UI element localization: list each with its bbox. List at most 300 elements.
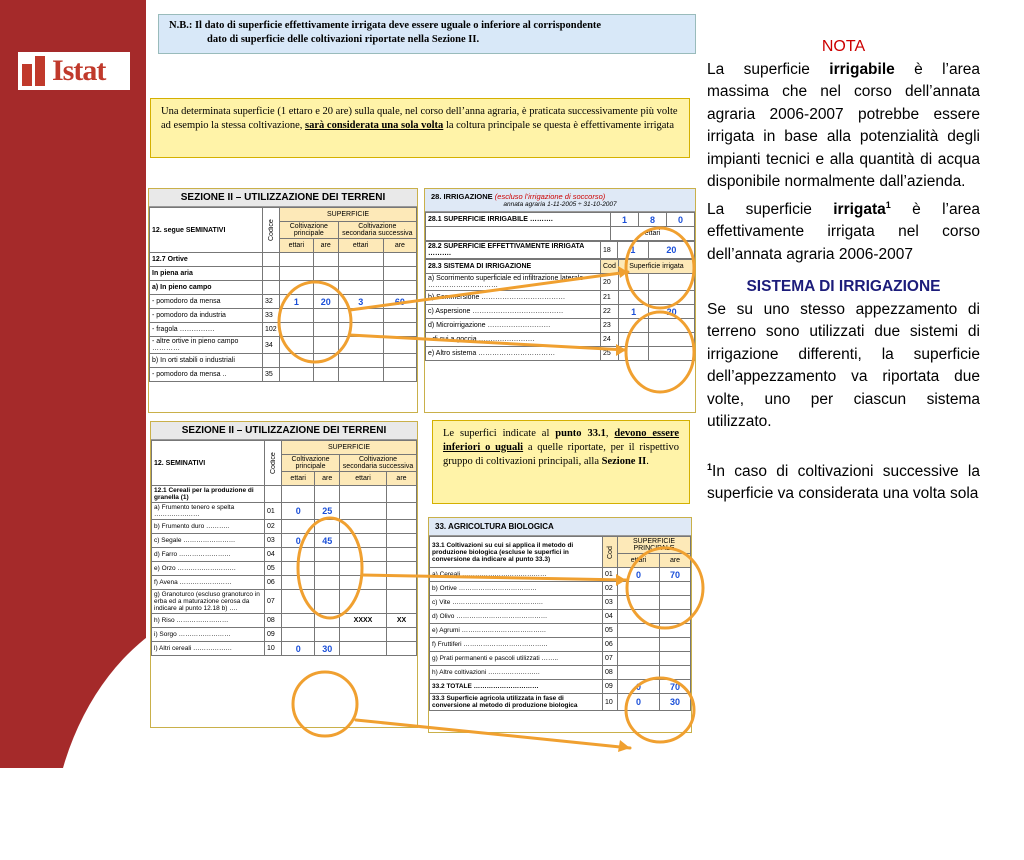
row-value — [338, 323, 383, 337]
irrigazione-panel — [424, 188, 696, 413]
row-value: 70 — [660, 568, 691, 582]
row-value — [386, 503, 416, 520]
row-code: 20 — [601, 274, 619, 291]
p1-a: La superficie — [707, 60, 810, 78]
logo-mark — [22, 56, 48, 86]
row-value: 30 — [660, 694, 691, 711]
table-row — [152, 590, 417, 614]
row-code: 07 — [265, 590, 282, 614]
row-value — [280, 281, 314, 295]
row-value: 0 — [618, 568, 660, 582]
sup-principale-header: SUPERFICIE PRINCIPALE — [618, 537, 691, 554]
row-label: f) Fruttiferi ………………………………… — [430, 638, 603, 652]
sup-irrigata-header: Superficie irrigata — [618, 260, 694, 274]
row-code: 03 — [603, 596, 618, 610]
row-value: 1 — [280, 295, 314, 309]
row-label: l) Altri cereali ……………… — [152, 642, 265, 656]
row-value: 20 — [649, 305, 695, 319]
info-box — [150, 98, 690, 158]
row-value — [315, 562, 340, 576]
row-value: 25 — [315, 503, 340, 520]
are-header: are — [383, 239, 416, 253]
are-header: are — [313, 239, 338, 253]
p4-sup: 1 — [707, 461, 713, 472]
row-value: 0 — [618, 694, 660, 711]
row-value — [313, 337, 338, 354]
nota-p1 — [707, 59, 980, 194]
row-label: - pomodoro da industria — [150, 309, 263, 323]
codice-header: Codice — [265, 441, 282, 486]
row-value — [282, 576, 315, 590]
row-code: 22 — [601, 305, 619, 319]
row-value: 0 — [282, 534, 315, 548]
row-value — [660, 582, 691, 596]
table-row — [150, 323, 417, 337]
row-value — [618, 610, 660, 624]
row-value — [618, 582, 660, 596]
row-value — [338, 267, 383, 281]
row-value — [386, 642, 416, 656]
info2-b2: Sezione II — [601, 456, 647, 467]
row-label: e) Agrumi ………………………………… — [430, 624, 603, 638]
row-value: XXXX — [340, 614, 387, 628]
table-row — [430, 638, 691, 652]
row-value — [618, 291, 648, 305]
row-code: 102 — [263, 323, 280, 337]
row-value — [340, 562, 387, 576]
row-value: 0 — [618, 680, 660, 694]
row-label: - di cui a goccia …………………… — [426, 333, 601, 347]
nb-line1: Il dato di superficie effettivamente irrigata deve essere uguale o inferiore al corrispondente — [194, 20, 602, 31]
row-value — [338, 309, 383, 323]
row-value — [282, 548, 315, 562]
irrigabile-are1: 8 — [639, 213, 667, 227]
row-value — [313, 323, 338, 337]
row-code — [263, 354, 280, 368]
biologica-table — [429, 536, 691, 711]
row-value — [649, 274, 695, 291]
table-row — [152, 503, 417, 520]
row-label: b) Frumento duro ……….. — [152, 520, 265, 534]
cod-header: Cod — [603, 537, 618, 568]
are-header: are — [660, 554, 691, 568]
row-value: 30 — [315, 642, 340, 656]
p2-sup: 1 — [885, 199, 891, 210]
row-value — [338, 253, 383, 267]
row-code: 10 — [603, 694, 618, 711]
table-row — [150, 295, 417, 309]
table-row — [430, 568, 691, 582]
row-code: 21 — [601, 291, 619, 305]
row-value — [660, 610, 691, 624]
row-label: a) Scorrimento superficiale ed infiltrazione laterale ………………………… — [426, 274, 601, 291]
row-label: d) Farro …………………… — [152, 548, 265, 562]
row-code: 08 — [603, 666, 618, 680]
row-value — [386, 548, 416, 562]
sezione-bottom-table — [151, 440, 417, 656]
sezione-bottom-panel — [150, 421, 418, 728]
table-row — [150, 267, 417, 281]
row-value — [340, 486, 387, 503]
sezione-top-table — [149, 207, 417, 382]
table-row — [426, 291, 695, 305]
table-row — [152, 486, 417, 503]
row-value — [340, 520, 387, 534]
secondaria-header: Coltivazione secondaria successiva — [340, 455, 417, 472]
ettari-header: ettari — [338, 239, 383, 253]
irrigazione-sub: annata agraria 1-11-2005 ÷ 31-10-2007 — [503, 201, 617, 208]
sezione-top-title: SEZIONE II – UTILIZZAZIONE DEI TERRENI — [149, 189, 417, 207]
row-value — [280, 368, 314, 382]
sistema-table — [425, 259, 695, 361]
row-value — [340, 503, 387, 520]
row-value — [280, 309, 314, 323]
row-label: f) Avena …………………… — [152, 576, 265, 590]
row-value — [338, 354, 383, 368]
table-row — [426, 347, 695, 361]
row-code: 10 — [265, 642, 282, 656]
row-code — [263, 253, 280, 267]
row-value — [338, 281, 383, 295]
row-value — [660, 666, 691, 680]
row-code: 25 — [601, 347, 619, 361]
info2-t4: . — [646, 456, 649, 467]
row-label: - pomodoro da mensa .. — [150, 368, 263, 382]
row-value: 20 — [313, 295, 338, 309]
row-code: 24 — [601, 333, 619, 347]
row-value — [386, 628, 416, 642]
table-row — [150, 309, 417, 323]
irrigabile-unit: ettari — [611, 227, 695, 241]
row-value — [618, 319, 648, 333]
row-value — [315, 548, 340, 562]
principale-header: Coltivazione principale — [280, 222, 339, 239]
row-code: 23 — [601, 319, 619, 333]
nota-subtitle: SISTEMA DI IRRIGAZIONE — [746, 278, 941, 296]
irrigazione-note: (escluso l’irrigazione di soccorso) — [494, 192, 606, 201]
nb-prefix: N.B.: — [169, 20, 193, 31]
istat-logo — [18, 52, 130, 90]
row-value — [386, 534, 416, 548]
info-box-2 — [432, 420, 690, 504]
row-value — [383, 281, 416, 295]
row-value — [280, 267, 314, 281]
p2-b: irrigata — [833, 200, 886, 218]
nota-p2 — [707, 194, 980, 267]
table-row — [150, 253, 417, 267]
row-value — [383, 253, 416, 267]
table-row — [150, 368, 417, 382]
row-value — [340, 534, 387, 548]
row-code: 01 — [265, 503, 282, 520]
info-underlined: sarà considerata una sola volta — [305, 120, 444, 131]
biologica-title: 33. AGRICOLTURA BIOLOGICA — [429, 518, 691, 536]
row-value — [618, 666, 660, 680]
ettari-header: ettari — [618, 554, 660, 568]
row-value — [313, 267, 338, 281]
row-label: a) Frumento tenero e spelta ………………… — [152, 503, 265, 520]
row-label: b) In orti stabili o industriali — [150, 354, 263, 368]
row-label: c) Vite …………………………………… — [430, 596, 603, 610]
sistema-label: 28.3 SISTEMA DI IRRIGAZIONE — [426, 260, 601, 274]
row-value — [282, 562, 315, 576]
row-code: 07 — [603, 652, 618, 666]
row-code: 09 — [603, 680, 618, 694]
row-label: g) Granoturco (escluso granoturco in erba ed a maturazione cerosa da indicare al punto 12.18 b) …. — [152, 590, 265, 614]
row-value — [280, 354, 314, 368]
row-code: 04 — [603, 610, 618, 624]
secondaria-header: Coltivazione secondaria successiva — [338, 222, 416, 239]
table-row — [430, 666, 691, 680]
table-row — [430, 582, 691, 596]
row-value — [618, 596, 660, 610]
row-label: d) Olivo …………………………………… — [430, 610, 603, 624]
row-code — [263, 281, 280, 295]
are-header: are — [386, 472, 416, 486]
row-label: - altre ortive in pieno campo ………… — [150, 337, 263, 354]
row-code: 05 — [265, 562, 282, 576]
row-value — [315, 520, 340, 534]
row-code: 09 — [265, 628, 282, 642]
nb-line2: dato di superficie delle coltivazioni riportate nella Sezione II. — [207, 34, 480, 45]
row-value — [282, 486, 315, 503]
info2-t1: Le superfici indicate al — [443, 428, 550, 439]
p2-c: è l’area effettivamente irrigata nel corso dell’annata agraria 2006-2007 — [707, 200, 980, 263]
irrigabile-label: 28.1 SUPERFICIE IRRIGABILE ………. — [426, 213, 611, 227]
row-label: i) Sorgo …………………… — [152, 628, 265, 642]
row-value — [340, 628, 387, 642]
row-code: 32 — [263, 295, 280, 309]
row-label: c) Aspersione ………………………………… — [426, 305, 601, 319]
info-text2: la coltura principale se questa è effettivamente irrigata — [445, 120, 675, 131]
superficie-header: SUPERFICIE — [282, 441, 417, 455]
row-value — [282, 628, 315, 642]
table-row — [426, 319, 695, 333]
row-value: 70 — [660, 680, 691, 694]
row-label: a) Cereali ………………………………… — [430, 568, 603, 582]
row-value — [386, 520, 416, 534]
row-label: a) In pieno campo — [150, 281, 263, 295]
row-value: 0 — [282, 503, 315, 520]
table-row — [430, 596, 691, 610]
row-code: 02 — [265, 520, 282, 534]
info2-t2: , — [605, 428, 609, 439]
info-text1: Una determinata superficie (1 ettaro e 20 are) sulla quale, nel corso dell’anna agraria, è praticata successivamente più volte ad esempio la stessa coltivazione, — [161, 106, 678, 131]
nb-box — [158, 14, 696, 54]
row-value: 1 — [618, 305, 648, 319]
row-label: h) Riso …………………… — [152, 614, 265, 628]
row-code: 02 — [603, 582, 618, 596]
row-code: 05 — [603, 624, 618, 638]
row-code: 03 — [265, 534, 282, 548]
table-row — [430, 680, 691, 694]
row-value — [313, 281, 338, 295]
principale-header: Coltivazione principale — [282, 455, 340, 472]
row-value — [315, 576, 340, 590]
row-code: 04 — [265, 548, 282, 562]
nota-panel — [707, 36, 980, 506]
table-row — [152, 628, 417, 642]
row-value — [383, 323, 416, 337]
row-value — [340, 576, 387, 590]
row-value — [383, 368, 416, 382]
nota-title: NOTA — [821, 38, 866, 55]
row-label: c) Segale …………………… — [152, 534, 265, 548]
row-code: 06 — [265, 576, 282, 590]
table-row — [430, 610, 691, 624]
row-value — [386, 590, 416, 614]
irrigata-ettari: 1 — [618, 242, 649, 259]
row-value — [340, 590, 387, 614]
irrigata-code: 18 — [601, 242, 618, 259]
row-label: g) Prati permanenti e pascoli utilizzati …….. — [430, 652, 603, 666]
row-code: 33 — [263, 309, 280, 323]
sezione-top-panel — [148, 188, 418, 413]
p1-b: irrigabile — [829, 60, 895, 78]
table-row — [152, 548, 417, 562]
row-value: 45 — [315, 534, 340, 548]
group-label: 12. segue SEMINATIVI — [150, 208, 263, 253]
row-code — [263, 267, 280, 281]
ettari-header: ettari — [340, 472, 387, 486]
table-row — [152, 642, 417, 656]
row-value — [340, 548, 387, 562]
table-row — [430, 624, 691, 638]
table-row — [152, 520, 417, 534]
row-value — [280, 337, 314, 354]
row-value — [313, 354, 338, 368]
logo-text: Istat — [52, 54, 106, 87]
irrigata-row — [425, 241, 695, 259]
row-value — [649, 291, 695, 305]
row-value — [315, 590, 340, 614]
row-value: 3 — [338, 295, 383, 309]
row-value — [660, 596, 691, 610]
row-label: b) Sommersione ……………………………… — [426, 291, 601, 305]
row-label: d) Microirrigazione ……………………… — [426, 319, 601, 333]
row-label: 12.1 Cereali per la produzione di granella (1) — [152, 486, 265, 503]
row-value — [660, 638, 691, 652]
p2-a: La superficie — [707, 200, 812, 218]
info2-t3: a quelle riportate, per il rispettivo gruppo di coltivazioni principali, alla — [443, 442, 679, 467]
table-row — [152, 562, 417, 576]
row-value — [649, 333, 695, 347]
row-label: e) Orzo ……………………… — [152, 562, 265, 576]
row-label: b) Ortive ……………………………… — [430, 582, 603, 596]
table-row — [426, 274, 695, 291]
row-value: 0 — [282, 642, 315, 656]
group-label: 12. SEMINATIVI — [152, 441, 265, 486]
row-value — [315, 614, 340, 628]
irrigata-label: 28.2 SUPERFICIE EFFETTIVAMENTE IRRIGATA ………. — [426, 242, 601, 259]
row-value — [383, 309, 416, 323]
table-row — [150, 354, 417, 368]
row-code — [265, 486, 282, 503]
p4-text: In caso di coltivazioni successive la superficie va considerata una volta sola — [707, 462, 980, 503]
superficie-header: SUPERFICIE — [280, 208, 417, 222]
row-value — [660, 652, 691, 666]
nota-p4 — [707, 456, 980, 506]
row-value — [383, 354, 416, 368]
info2-u1: devono essere inferiori o uguali — [443, 428, 680, 453]
row-value — [618, 624, 660, 638]
row-value — [338, 337, 383, 354]
table-row — [430, 694, 691, 711]
row-value — [618, 333, 648, 347]
table-row — [152, 534, 417, 548]
nota-p3: Se su uno stesso appezzamento di terreno sono utilizzati due sistemi di irrigazione differenti, la superficie dell’appezzamento va riportata due volte, uno per ciascun sistema utilizzato. — [707, 300, 980, 431]
irrigabile-are2: 0 — [667, 213, 695, 227]
irrigata-are: 20 — [648, 242, 694, 259]
row-label: 12.7 Ortive — [150, 253, 263, 267]
row-label: h) Altre coltivazioni …………………… — [430, 666, 603, 680]
row-value — [282, 520, 315, 534]
row-value — [618, 652, 660, 666]
row-code: 06 — [603, 638, 618, 652]
row-value — [386, 486, 416, 503]
cod-header: Cod — [601, 260, 619, 274]
row-label: 33.3 Superficie agricola utilizzata in fase di conversione al metodo di produzione biologica — [430, 694, 603, 711]
sezione-bottom-title: SEZIONE II – UTILIZZAZIONE DEI TERRENI — [151, 422, 417, 440]
row-value — [618, 638, 660, 652]
table-row — [150, 337, 417, 354]
row-value — [280, 253, 314, 267]
row-value — [280, 323, 314, 337]
table-row — [430, 652, 691, 666]
irrigazione-title: 28. IRRIGAZIONE — [431, 192, 493, 201]
row-value — [338, 368, 383, 382]
row-value — [313, 253, 338, 267]
ettari-header: ettari — [282, 472, 315, 486]
biologica-panel — [428, 517, 692, 733]
row-value — [386, 576, 416, 590]
info2-b1: punto 33.1 — [555, 428, 606, 439]
are-header: are — [315, 472, 340, 486]
p1-c: è l’area massima che nel corso dell’annata agraria 2006-2007 potrebbe essere irrigata in base alla potenzialità degli impianti tecnici e alla quantità di acqua disponibile normalmente dall’azienda. — [707, 60, 981, 190]
table-row — [426, 305, 695, 319]
biologica-head-label: 33.1 Coltivazioni su cui si applica il metodo di produzione biologica (escluse le superfici in conversione da indicare al punto 33.3) — [430, 537, 603, 568]
table-row — [152, 614, 417, 628]
row-label: 33.2 TOTALE ………………………… — [430, 680, 603, 694]
row-value — [313, 309, 338, 323]
table-row — [426, 333, 695, 347]
row-value — [660, 624, 691, 638]
table-row — [150, 281, 417, 295]
row-value: 60 — [383, 295, 416, 309]
row-value: XX — [386, 614, 416, 628]
row-value — [383, 337, 416, 354]
row-value — [315, 628, 340, 642]
row-value — [649, 347, 695, 361]
row-value — [315, 486, 340, 503]
row-value — [282, 614, 315, 628]
row-value — [313, 368, 338, 382]
irrigabile-row — [425, 212, 695, 241]
row-code: 08 — [265, 614, 282, 628]
irrigabile-ettari: 1 — [611, 213, 639, 227]
row-value — [618, 347, 648, 361]
codice-header: Codice — [263, 208, 280, 253]
row-value — [386, 562, 416, 576]
row-value — [618, 274, 648, 291]
row-value — [383, 267, 416, 281]
ettari-header: ettari — [280, 239, 314, 253]
side-bar — [0, 0, 146, 768]
row-value — [340, 642, 387, 656]
table-row — [152, 576, 417, 590]
row-label: - fragola …………… — [150, 323, 263, 337]
row-label: In piena aria — [150, 267, 263, 281]
